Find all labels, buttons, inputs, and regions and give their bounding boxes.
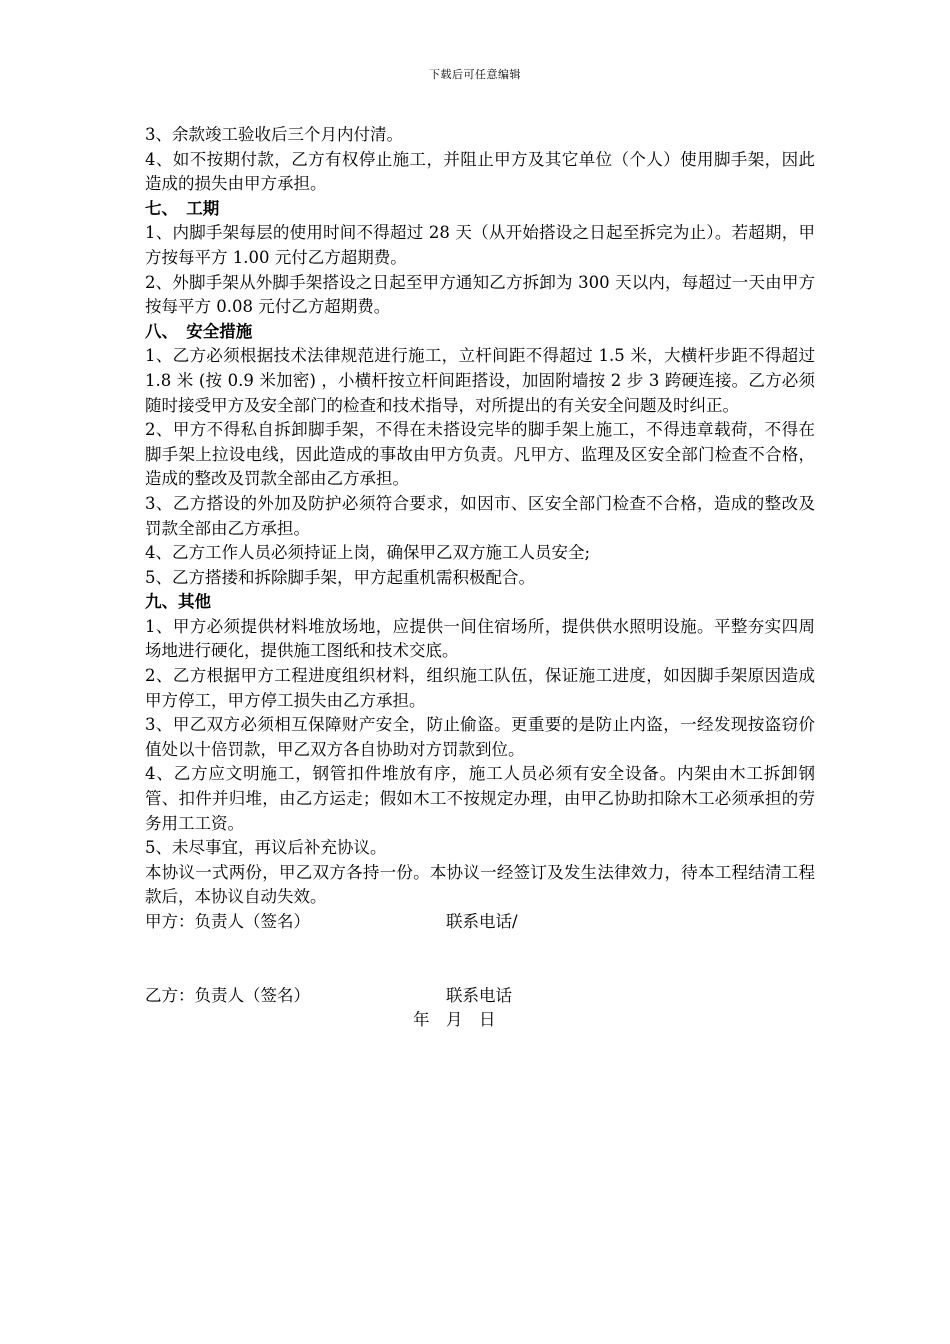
section-7-title: 七、 工期	[145, 198, 220, 218]
section-9-item-3: 3、甲乙双方必须相互保障财产安全，防止偷盗。更重要的是防止内盗，一经发现按盗窃价值处以十倍罚款，甲乙双方各自协助对方罚款到位。	[145, 715, 815, 759]
section-8-item-1: 1、乙方必须根据技术法律规范进行施工，立杆间距不得超过 1.5 米，大横杆步距不得超过 1.8 米 (按 0.9 米加密) ，小横杆按立杆间距搭设，加固附墙按 2 步 3 跨硬连接。乙方必须随时接受甲方及安全部门的检查和技术指导，对所提出的有关安全问题及时纠正。	[145, 346, 815, 415]
date-line: 年 月 日	[413, 1010, 496, 1030]
closing-paragraph: 本协议一式两份，甲乙双方各持一份。本协议一经签订及发生法律效力，待本工程结清工程款后，本协议自动失效。	[145, 862, 815, 907]
section-9-item-5: 5、未尽事宜，再议后补充协议。	[145, 838, 387, 858]
section-9-item-1: 1、甲方必须提供材料堆放场地，应提供一间住宿场所，提供供水照明设施。平整夯实四周场地进行硬化，提供施工图纸和技术交底。	[145, 616, 815, 661]
section-9-title: 九、其他	[145, 592, 211, 612]
party-b-signature-row	[145, 984, 815, 1009]
section-8-item-4: 4、乙方工作人员必须持证上岗，确保甲乙双方施工人员安全;	[145, 543, 591, 563]
section-8-item-5: 5、乙方搭搂和拆除脚手架，甲方起重机需积极配合。	[145, 567, 535, 587]
section-9-item-4: 4、乙方应文明施工，钢管扣件堆放有序，施工人员必须有安全设备。内架由木工拆卸钢管、扣件并归堆，由乙方运走；假如木工不按规定办理，由甲乙协助扣除木工必须承担的劳务用工工资。	[145, 764, 815, 833]
party-a-label: 甲方：负责人（签名）	[145, 912, 310, 931]
section-8-title: 八、 安全措施	[145, 321, 253, 341]
payment-item-3: 3、余款竣工验收后三个月内付清。	[145, 125, 403, 144]
page-header: 下载后可任意编辑	[429, 68, 521, 81]
section-8-item-3: 3、乙方搭设的外加及防护必须符合要求，如因市、区安全部门检查不合格，造成的整改及罚款全部由乙方承担。	[145, 493, 815, 538]
section-9-item-2: 2、乙方根据甲方工程进度组织材料，组织施工队伍，保证施工进度，如因脚手架原因造成甲方停工，甲方停工损失由乙方承担。	[145, 666, 815, 710]
section-7-item-2: 2、外脚手架从外脚手架搭设之日起至甲方通知乙方拆卸为 300 天以内，每超过一天由甲方按每平方 0.08 元付乙方超期费。	[145, 272, 815, 317]
party-a-phone: 联系电话/	[446, 912, 518, 931]
payment-item-4: 4、如不按期付款，乙方有权停止施工，并阻止甲方及其它单位（个人）使用脚手架，因此造成的损失由甲方承担。	[145, 149, 815, 194]
signature-gap	[145, 935, 815, 984]
party-a-signature-row	[145, 910, 815, 935]
party-b-label: 乙方：负责人（签名）	[145, 985, 310, 1005]
party-b-phone: 联系电话	[446, 985, 512, 1005]
section-8-item-2: 2、甲方不得私自拆卸脚手架，不得在未搭设完毕的脚手架上施工，不得违章载荷，不得在脚手架上拉设电线，因此造成的事故由甲方负责。凡甲方、监理及区安全部门检查不合格，造成的整改及罚款全部由乙方承担。	[145, 420, 815, 489]
contract-body	[145, 123, 815, 1033]
section-7-item-1: 1、内脚手架每层的使用时间不得超过 28 天（从开始搭设之日起至拆完为止）。若超期，甲方按每平方 1.00 元付乙方超期费。	[145, 223, 815, 267]
